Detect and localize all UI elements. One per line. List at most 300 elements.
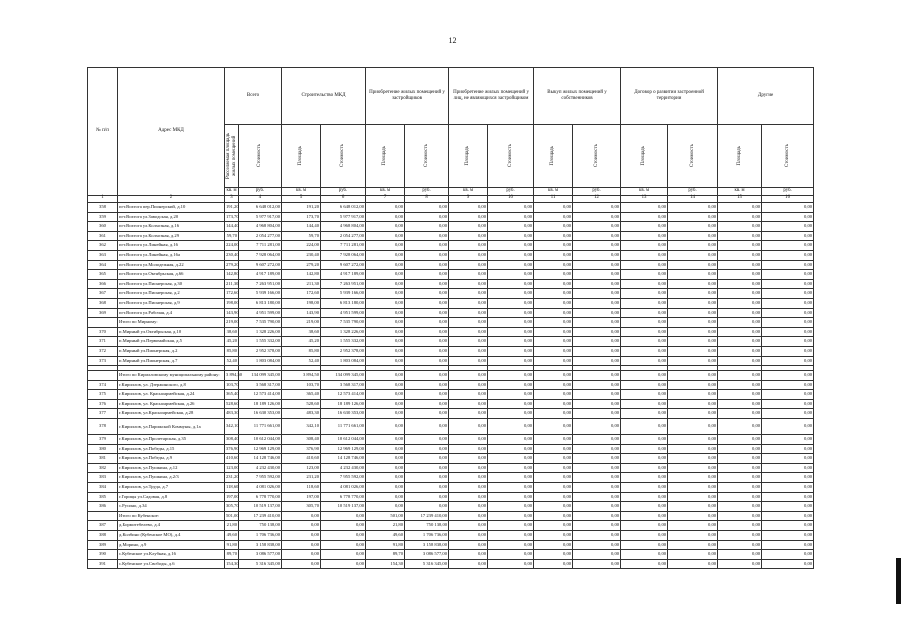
area-cell: 0,00	[449, 231, 488, 241]
area-cell: 0,00	[718, 444, 762, 454]
developer-cost-cell: 0,00	[405, 270, 449, 280]
cost-cell: 0,00	[573, 241, 621, 251]
area-cell: 0,00	[449, 550, 488, 560]
cost-cell: 0,00	[573, 318, 621, 328]
area-cell: 0,00	[534, 327, 573, 337]
total-cost-cell: 1 328 226,00	[239, 327, 282, 337]
cost-cell: 0,00	[488, 502, 534, 512]
table-body	[88, 203, 814, 569]
construction-cost-cell: 14 128 746,00	[321, 454, 366, 464]
total-area-cell: 198,00	[225, 298, 239, 308]
subheader-resettle-area: Расселяемая площадь жилых помещений	[225, 125, 239, 188]
address-cell: г.Кириллов, ул. Красноармейская, д.26	[118, 399, 225, 409]
cost-cell: 0,00	[762, 550, 814, 560]
area-cell: 0,00	[718, 231, 762, 241]
row-number: 363	[88, 250, 118, 260]
area-cell: 0,00	[534, 550, 573, 560]
cost-cell: 0,00	[488, 380, 534, 390]
cost-cell: 0,00	[573, 540, 621, 550]
subheader-cost: Стоимость	[321, 125, 366, 188]
total-area-cell: 85,80	[225, 346, 239, 356]
table-row	[88, 399, 814, 409]
area-cell: 0,00	[449, 521, 488, 531]
total-cost-cell: 16 630 353,00	[239, 409, 282, 419]
developer-area-cell: 0,00	[366, 231, 405, 241]
row-number: 373	[88, 356, 118, 366]
cost-cell: 0,00	[488, 222, 534, 232]
total-area-cell: 154,30	[225, 559, 239, 569]
total-area-cell: 45,20	[225, 337, 239, 347]
area-cell: 0,00	[449, 492, 488, 502]
address-cell: пгт.Вохтога ул.Молодежная, д.22	[118, 260, 225, 270]
developer-area-cell: 0,00	[366, 473, 405, 483]
construction-area-cell: 3 894,50	[282, 371, 321, 381]
total-area-cell: 528,60	[225, 399, 239, 409]
developer-cost-cell: 0,00	[405, 279, 449, 289]
cost-cell: 0,00	[488, 318, 534, 328]
construction-area-cell: 118,60	[282, 483, 321, 493]
total-cost-cell: 7 955 592,00	[239, 473, 282, 483]
area-cell: 0,00	[534, 318, 573, 328]
cost-cell: 0,00	[762, 289, 814, 299]
cost-cell: 0,00	[488, 540, 534, 550]
area-cell: 0,00	[621, 318, 668, 328]
address-cell: с.Кубенское ул.Свободы, д.6	[118, 559, 225, 569]
cost-cell: 0,00	[488, 521, 534, 531]
area-cell: 0,00	[449, 356, 488, 366]
unit-cost: руб.	[488, 188, 534, 196]
area-cell: 0,00	[449, 203, 488, 213]
cost-cell: 0,00	[488, 289, 534, 299]
area-cell: 0,00	[534, 419, 573, 435]
cost-cell: 0,00	[573, 327, 621, 337]
col-address-header: Адрес МКД	[118, 68, 225, 196]
area-cell: 0,00	[449, 212, 488, 222]
column-number: 14	[668, 195, 718, 203]
table-row	[88, 203, 814, 213]
area-cell: 0,00	[718, 279, 762, 289]
area-cell: 0,00	[621, 473, 668, 483]
area-cell: 0,00	[718, 419, 762, 435]
developer-area-cell: 0,00	[366, 289, 405, 299]
cost-cell: 0,00	[573, 203, 621, 213]
construction-cost-cell: 0,00	[321, 550, 366, 560]
developer-area-cell: 91,80	[366, 540, 405, 550]
cost-cell: 0,00	[573, 502, 621, 512]
row-number: 380	[88, 444, 118, 454]
table-row	[88, 502, 814, 512]
cost-cell: 0,00	[668, 473, 718, 483]
subheader-cost: Стоимость	[668, 125, 718, 188]
cost-cell: 0,00	[668, 550, 718, 560]
column-number: 10	[488, 195, 534, 203]
row-number: 385	[88, 492, 118, 502]
cost-cell: 0,00	[668, 502, 718, 512]
area-cell: 0,00	[621, 419, 668, 435]
subtotal-row	[88, 511, 814, 521]
cost-cell: 0,00	[573, 346, 621, 356]
row-number: 384	[88, 483, 118, 493]
area-cell: 0,00	[449, 327, 488, 337]
total-cost-cell: 750 138,00	[239, 521, 282, 531]
table-row	[88, 298, 814, 308]
total-area-cell: 173,70	[225, 212, 239, 222]
cost-cell: 0,00	[762, 231, 814, 241]
address-cell: г.Кириллов, ул. Красноармейская, д.24	[118, 390, 225, 400]
construction-area-cell: 173,70	[282, 212, 321, 222]
column-number: 7	[366, 195, 405, 203]
developer-area-cell: 0,00	[366, 270, 405, 280]
area-cell: 0,00	[621, 279, 668, 289]
developer-area-cell: 0,00	[366, 409, 405, 419]
area-cell: 0,00	[718, 250, 762, 260]
address-cell: д.Колбино (Кубенское МО), д.4	[118, 531, 225, 541]
construction-cost-cell: 7 711 281,00	[321, 241, 366, 251]
area-cell: 0,00	[718, 222, 762, 232]
total-cost-cell: 12 573 414,00	[239, 390, 282, 400]
subheader-cost: Стоимость	[762, 125, 814, 188]
area-cell: 0,00	[534, 337, 573, 347]
row-number: 383	[88, 473, 118, 483]
table-row	[88, 473, 814, 483]
total-area-cell: 118,60	[225, 483, 239, 493]
column-number: 4	[239, 195, 282, 203]
developer-area-cell: 0,00	[366, 308, 405, 318]
cost-cell: 0,00	[762, 521, 814, 531]
cost-cell: 0,00	[668, 298, 718, 308]
total-cost-cell: 7 928 064,00	[239, 250, 282, 260]
construction-cost-cell: 1 328 226,00	[321, 327, 366, 337]
address-cell: г.Кириллов, ул.Труда, д.7	[118, 483, 225, 493]
area-cell: 0,00	[718, 399, 762, 409]
address-cell: г.Кириллов, ул.Пушкина, д.12	[118, 463, 225, 473]
table-row	[88, 337, 814, 347]
row-number: 377	[88, 409, 118, 419]
cost-cell: 0,00	[762, 419, 814, 435]
area-cell: 0,00	[621, 463, 668, 473]
area-cell: 0,00	[449, 337, 488, 347]
developer-area-cell: 89,70	[366, 550, 405, 560]
area-cell: 0,00	[534, 289, 573, 299]
area-cell: 0,00	[718, 260, 762, 270]
cost-cell: 0,00	[762, 222, 814, 232]
total-cost-cell: 7 263 951,00	[239, 279, 282, 289]
construction-cost-cell: 1 555 332,00	[321, 337, 366, 347]
address-cell: пгт.Вохтога ул.Линейная, д.16а	[118, 250, 225, 260]
area-cell: 0,00	[621, 241, 668, 251]
area-cell: 0,00	[449, 380, 488, 390]
column-number: 15	[718, 195, 762, 203]
table-row	[88, 409, 814, 419]
cost-cell: 0,00	[762, 212, 814, 222]
construction-area-cell: 52,40	[282, 356, 321, 366]
cost-cell: 0,00	[573, 511, 621, 521]
construction-cost-cell: 18 189 126,00	[321, 399, 366, 409]
construction-area-cell: 224,00	[282, 241, 321, 251]
cost-cell: 0,00	[762, 337, 814, 347]
cost-cell: 0,00	[668, 399, 718, 409]
area-cell: 0,00	[718, 463, 762, 473]
developer-cost-cell: 1 706 736,00	[405, 531, 449, 541]
address-cell: п.Мирный ул.Октябрьская, д.10	[118, 327, 225, 337]
construction-area-cell: 142,80	[282, 270, 321, 280]
developer-area-cell: 0,00	[366, 390, 405, 400]
area-cell: 0,00	[449, 250, 488, 260]
construction-area-cell: 0,00	[282, 531, 321, 541]
table-row	[88, 279, 814, 289]
construction-area-cell: 0,00	[282, 550, 321, 560]
total-cost-cell: 1 706 736,00	[239, 531, 282, 541]
construction-cost-cell: 4 232 430,00	[321, 463, 366, 473]
area-cell: 0,00	[449, 463, 488, 473]
cost-cell: 0,00	[762, 492, 814, 502]
area-cell: 0,00	[621, 371, 668, 381]
area-cell: 0,00	[621, 298, 668, 308]
developer-cost-cell: 0,00	[405, 231, 449, 241]
cost-cell: 0,00	[762, 409, 814, 419]
area-cell: 0,00	[718, 521, 762, 531]
area-cell: 0,00	[718, 270, 762, 280]
table-row	[88, 463, 814, 473]
column-number: 1	[88, 195, 118, 203]
cost-cell: 0,00	[573, 419, 621, 435]
area-cell: 0,00	[449, 241, 488, 251]
cost-cell: 0,00	[668, 346, 718, 356]
developer-area-cell: 0,00	[366, 463, 405, 473]
column-number: 2	[118, 195, 225, 203]
resettlement-table	[87, 67, 814, 569]
cost-cell: 0,00	[573, 435, 621, 445]
area-cell: 0,00	[621, 203, 668, 213]
area-cell: 0,00	[449, 308, 488, 318]
cost-cell: 0,00	[573, 298, 621, 308]
table-row	[88, 390, 814, 400]
area-cell: 0,00	[718, 327, 762, 337]
cost-cell: 0,00	[573, 454, 621, 464]
row-number: 388	[88, 531, 118, 541]
total-area-cell: 59,70	[225, 231, 239, 241]
cost-cell: 0,00	[668, 279, 718, 289]
cost-cell: 0,00	[668, 409, 718, 419]
area-cell: 0,00	[534, 409, 573, 419]
developer-area-cell: 0,00	[366, 399, 405, 409]
cost-cell: 0,00	[488, 444, 534, 454]
cost-cell: 0,00	[488, 483, 534, 493]
developer-area-cell: 0,00	[366, 241, 405, 251]
area-cell: 0,00	[534, 298, 573, 308]
construction-area-cell: 528,60	[282, 399, 321, 409]
cost-cell: 0,00	[668, 492, 718, 502]
address-cell: пгт.Вохтога пер.Пионерский, д.10	[118, 203, 225, 213]
address-cell: г.Кириллов, ул.Победы, д.9	[118, 454, 225, 464]
cost-cell: 0,00	[668, 419, 718, 435]
table-row	[88, 483, 814, 493]
developer-cost-cell: 0,00	[405, 250, 449, 260]
area-cell: 0,00	[621, 444, 668, 454]
construction-cost-cell: 7 263 951,00	[321, 279, 366, 289]
table-row	[88, 435, 814, 445]
area-cell: 0,00	[449, 270, 488, 280]
developer-cost-cell: 0,00	[405, 483, 449, 493]
cost-cell: 0,00	[488, 212, 534, 222]
area-cell: 0,00	[621, 559, 668, 569]
area-cell: 0,00	[449, 260, 488, 270]
row-number: 370	[88, 327, 118, 337]
cost-cell: 0,00	[668, 337, 718, 347]
developer-cost-cell: 0,00	[405, 241, 449, 251]
construction-cost-cell: 0,00	[321, 521, 366, 531]
area-cell: 0,00	[621, 454, 668, 464]
unit-cost: руб.	[668, 188, 718, 196]
subtotal-row	[88, 318, 814, 328]
address-cell: Итого по Кирилловскому муниципальному району:	[118, 371, 225, 381]
column-number: 16	[762, 195, 814, 203]
subheader-cost: Стоимость	[573, 125, 621, 188]
cost-cell: 0,00	[573, 473, 621, 483]
cost-cell: 0,00	[762, 502, 814, 512]
cost-cell: 0,00	[488, 308, 534, 318]
total-area-cell: 103,70	[225, 380, 239, 390]
total-area-cell: 123,00	[225, 463, 239, 473]
table-row	[88, 346, 814, 356]
area-cell: 0,00	[718, 390, 762, 400]
unit-area: кв. м	[225, 188, 239, 196]
address-cell: пгт.Вохтога ул.Октябрьская, д.66	[118, 270, 225, 280]
total-area-cell: 231,20	[225, 473, 239, 483]
cost-cell: 0,00	[488, 473, 534, 483]
area-cell: 0,00	[449, 289, 488, 299]
area-cell: 0,00	[449, 409, 488, 419]
area-cell: 0,00	[718, 492, 762, 502]
address-cell: г.Кириллов, ул. Дзержинского, д.8	[118, 380, 225, 390]
group-header-buyout: Выкуп жилых помещений у собственников	[534, 68, 621, 125]
developer-area-cell: 0,00	[366, 356, 405, 366]
area-cell: 0,00	[534, 511, 573, 521]
cost-cell: 0,00	[668, 356, 718, 366]
cost-cell: 0,00	[762, 559, 814, 569]
table-row	[88, 260, 814, 270]
total-area-cell: 342,10	[225, 419, 239, 435]
cost-cell: 0,00	[668, 241, 718, 251]
area-cell: 0,00	[534, 203, 573, 213]
cost-cell: 0,00	[573, 337, 621, 347]
area-cell: 0,00	[621, 337, 668, 347]
area-cell: 0,00	[449, 483, 488, 493]
cost-cell: 0,00	[668, 260, 718, 270]
construction-cost-cell: 4 968 804,00	[321, 222, 366, 232]
address-cell: п.Мирный ул.Пионерская, д.7	[118, 356, 225, 366]
area-cell: 0,00	[621, 531, 668, 541]
construction-area-cell: 483,30	[282, 409, 321, 419]
row-number: 372	[88, 346, 118, 356]
area-cell: 0,00	[534, 212, 573, 222]
area-cell: 0,00	[621, 502, 668, 512]
developer-cost-cell: 0,00	[405, 502, 449, 512]
construction-cost-cell: 9 607 272,00	[321, 260, 366, 270]
row-number: 368	[88, 298, 118, 308]
construction-cost-cell: 16 630 353,00	[321, 409, 366, 419]
area-cell: 0,00	[718, 380, 762, 390]
cost-cell: 0,00	[488, 356, 534, 366]
area-cell: 0,00	[449, 559, 488, 569]
cost-cell: 0,00	[573, 444, 621, 454]
developer-cost-cell: 3 086 577,00	[405, 550, 449, 560]
developer-area-cell: 0,00	[366, 327, 405, 337]
total-area-cell: 308,40	[225, 435, 239, 445]
area-cell: 0,00	[534, 356, 573, 366]
developer-cost-cell: 0,00	[405, 356, 449, 366]
construction-area-cell: 376,90	[282, 444, 321, 454]
construction-area-cell: 365,40	[282, 390, 321, 400]
cost-cell: 0,00	[762, 454, 814, 464]
construction-area-cell: 230,40	[282, 250, 321, 260]
unit-cost: руб.	[239, 188, 282, 196]
cost-cell: 0,00	[573, 492, 621, 502]
cost-cell: 0,00	[488, 511, 534, 521]
row-number: 381	[88, 454, 118, 464]
cost-cell: 0,00	[668, 308, 718, 318]
developer-area-cell: 0,00	[366, 250, 405, 260]
row-number: 390	[88, 550, 118, 560]
cost-cell: 0,00	[488, 390, 534, 400]
area-cell: 0,00	[534, 531, 573, 541]
cost-cell: 0,00	[573, 289, 621, 299]
developer-cost-cell: 0,00	[405, 444, 449, 454]
developer-cost-cell: 0,00	[405, 298, 449, 308]
total-area-cell: 305,70	[225, 502, 239, 512]
cost-cell: 0,00	[668, 327, 718, 337]
construction-area-cell: 0,00	[282, 540, 321, 550]
total-cost-cell: 14 128 746,00	[239, 454, 282, 464]
table-row	[88, 212, 814, 222]
developer-cost-cell: 0,00	[405, 435, 449, 445]
area-cell: 0,00	[449, 473, 488, 483]
total-cost-cell: 11 771 661,00	[239, 419, 282, 435]
cost-cell: 0,00	[668, 371, 718, 381]
cost-cell: 0,00	[762, 531, 814, 541]
cost-cell: 0,00	[762, 371, 814, 381]
area-cell: 0,00	[449, 419, 488, 435]
developer-cost-cell: 0,00	[405, 409, 449, 419]
unit-area: кв. м	[534, 188, 573, 196]
address-cell: с.Русино, д.34	[118, 502, 225, 512]
developer-cost-cell: 0,00	[405, 203, 449, 213]
cost-cell: 0,00	[762, 250, 814, 260]
area-cell: 0,00	[449, 279, 488, 289]
address-cell: Итого по Мирному:	[118, 318, 225, 328]
area-cell: 0,00	[718, 511, 762, 521]
scan-edge-mark	[896, 558, 901, 604]
table-row	[88, 356, 814, 366]
construction-area-cell: 0,00	[282, 559, 321, 569]
total-cost-cell: 3 568 317,00	[239, 380, 282, 390]
column-number: 9	[449, 195, 488, 203]
area-cell: 0,00	[621, 270, 668, 280]
cost-cell: 0,00	[668, 318, 718, 328]
table-row	[88, 540, 814, 550]
group-header-construction: Строительство МКД	[282, 68, 366, 125]
cost-cell: 0,00	[573, 308, 621, 318]
developer-area-cell: 21,80	[366, 521, 405, 531]
cost-cell: 0,00	[573, 380, 621, 390]
developer-cost-cell: 0,00	[405, 492, 449, 502]
row-number: 369	[88, 308, 118, 318]
row-number: 361	[88, 231, 118, 241]
cost-cell: 0,00	[762, 241, 814, 251]
area-cell: 0,00	[621, 212, 668, 222]
total-cost-cell: 10 612 044,00	[239, 435, 282, 445]
column-number: 6	[321, 195, 366, 203]
